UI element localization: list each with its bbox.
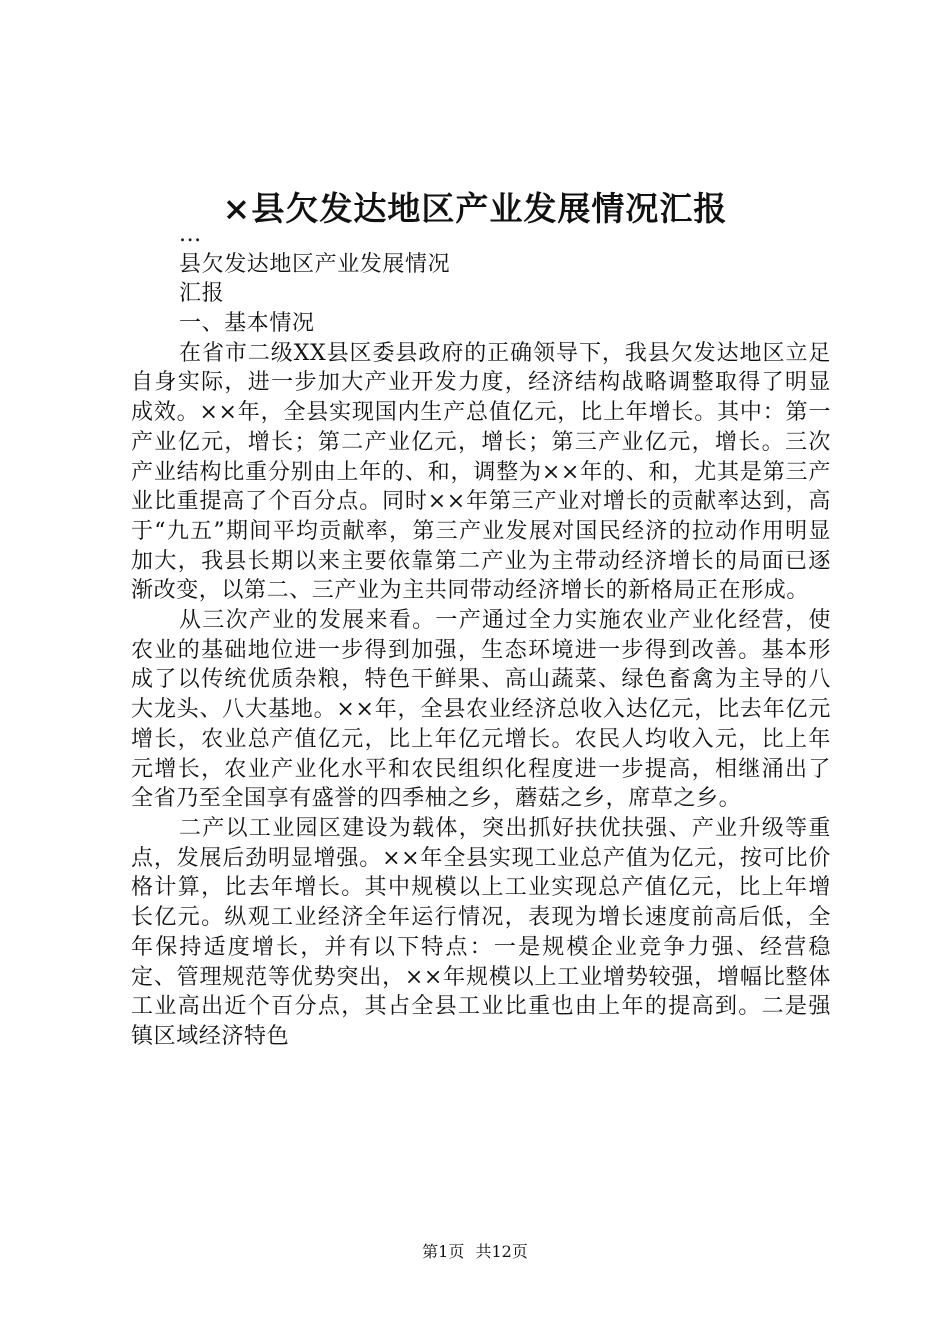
page-total: 共12页 [475, 1242, 528, 1261]
subtitle-line-2: 汇报 [179, 281, 225, 307]
page-number: 第1页 [422, 1242, 465, 1261]
page-footer [0, 1241, 950, 1263]
paragraph-2: 从三次产业的发展来看。一产通过全力实施农业产业化经营，使农业的基础地位进一步得到加强，生态环境进一步得到改善。基本形成了以传统优质杂粮，特色干鲜果、高山蔬菜、绿色畜禽为主导的八大龙头、八大基地。××年，全县农业经济总收入达亿元，比去年亿元增长，农业总产值亿元，比上年亿元增长。农民人均收入元，比上年元增长，农业产业化水平和农民组织化程度进一步提高，相继涌出了全省乃至全国享有盛誉的四季柚之乡，蘑菇之乡，席草之乡。 [131, 608, 831, 812]
document-title: ×县欠发达地区产业发展情况汇报 [222, 189, 728, 228]
subtitle-line-1: 县欠发达地区产业发展情况 [179, 251, 451, 277]
document-body [131, 220, 831, 1052]
section-heading: 一、基本情况 [179, 311, 315, 337]
paragraph-1: 在省市二级XX县区委县政府的正确领导下，我县欠发达地区立足自身实际，进一步加大产业开发力度，经济结构战略调整取得了明显成效。××年，全县实现国内生产总值亿元，比上年增长。其中：第一产业亿元，增长；第二产业亿元，增长；第三产业亿元，增长。三次产业结构比重分别由上年的、和，调整为××年的、和，尤其是第三产业比重提高了个百分点。同时××年第三产业对增长的贡献率达到，高于“九五”期间平均贡献率，第三产业发展对国民经济的拉动作用明显加大，我县长期以来主要依靠第二产业为主带动经济增长的局面已逐渐改变，以第二、三产业为主共同带动经济增长的新格局正在形成。 [131, 340, 831, 604]
paragraph-3: 二产以工业园区建设为载体，突出抓好扶优扶强、产业升级等重点，发展后劲明显增强。××年全县实现工业总产值为亿元，按可比价格计算，比去年增长。其中规模以上工业实现总产值亿元，比上年增长亿元。纵观工业经济全年运行情况，表现为增长速度前高后低，全年保持适度增长，并有以下特点：一是规模企业竞争力强、经营稳定、管理规范等优势突出，××年规模以上工业增势较强，增幅比整体工业高出近个百分点，其占全县工业比重也由上年的提高到。二是强镇区域经济特色 [131, 816, 831, 1049]
ellipsis-line: ... [179, 222, 202, 247]
